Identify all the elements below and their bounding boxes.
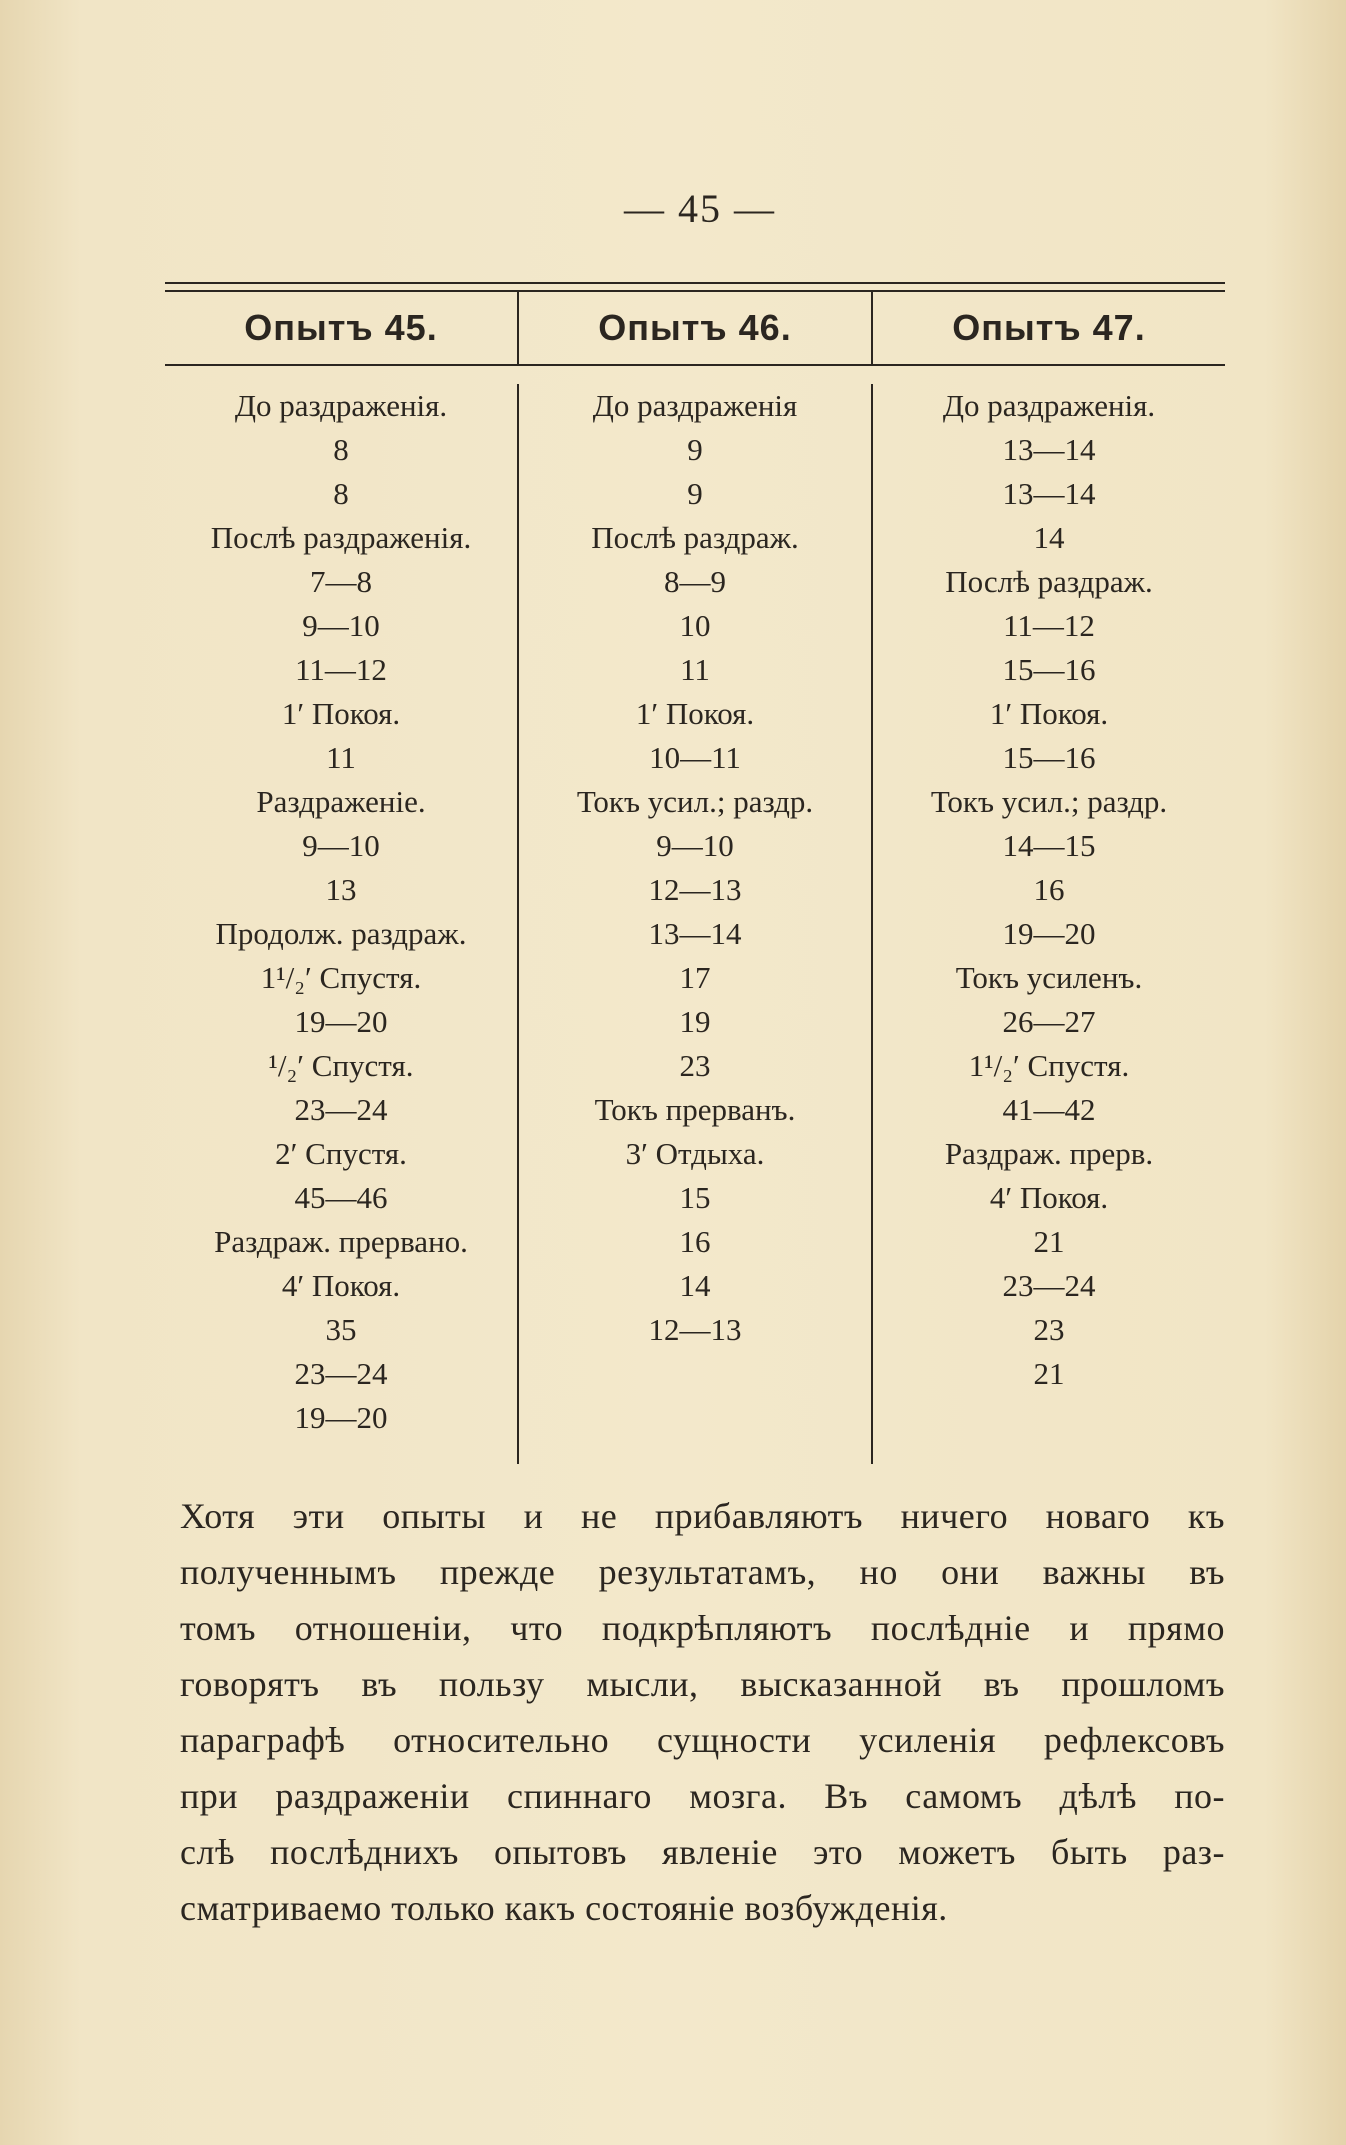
table-cell: 23 <box>1033 1312 1065 1347</box>
table-cell: 9 <box>687 476 703 511</box>
table-cell: 13—14 <box>1002 476 1096 511</box>
table-cell: 13—14 <box>648 916 742 951</box>
table-cell: 13—14 <box>1002 432 1096 467</box>
table-cell: 12—13 <box>648 1312 742 1347</box>
table-cell: 45—46 <box>294 1180 388 1215</box>
table-cell: 16 <box>679 1224 711 1259</box>
header-experiment-46: Опытъ 46. <box>517 292 871 364</box>
paragraph-line: Хотя эти опыты и не прибавляютъ ничего новаго къ <box>180 1496 1225 1536</box>
table-cell: 13 <box>325 872 357 907</box>
paragraph-line: говорятъ въ пользу мысли, высказанной въ прошломъ <box>180 1664 1225 1704</box>
table-cell: 14 <box>679 1268 711 1303</box>
table-cell: До раздраженія. <box>234 388 448 423</box>
paragraph-line: слѣ послѣднихъ опытовъ явленіе это можетъ быть раз- <box>180 1832 1225 1872</box>
table-cell: 1′ Покоя. <box>989 696 1109 731</box>
table-cell: 1¹/₂′ Спустя. <box>968 1048 1130 1083</box>
table-cell: 23—24 <box>294 1356 388 1391</box>
table-cell: Раздраж. прерв. <box>944 1136 1154 1171</box>
table-cell: Токъ усиленъ. <box>955 960 1143 995</box>
table-cell: 11 <box>326 740 356 775</box>
table-cell: Токъ усил.; раздр. <box>576 784 814 819</box>
table-cell: 1′ Покоя. <box>635 696 755 731</box>
table-cell: До раздраженія <box>592 388 798 423</box>
table-header-row <box>165 292 1225 364</box>
paragraph-line: параграфѣ относительно сущности усиленія рефлексовъ <box>180 1720 1225 1760</box>
table-cell: 26—27 <box>1002 1004 1096 1039</box>
table-cell: 15—16 <box>1002 652 1096 687</box>
table-cell: 12—13 <box>648 872 742 907</box>
table-cell: Послѣ раздраженія. <box>210 520 472 555</box>
table-cell: Послѣ раздраж. <box>591 520 799 555</box>
table-cell: 10—11 <box>649 740 741 775</box>
table-cell: 9—10 <box>656 828 734 863</box>
column-experiment-47 <box>871 384 1225 1464</box>
column-experiment-46 <box>517 384 871 1464</box>
page-number: — 45 — <box>624 186 776 231</box>
paragraph-line: томъ отношеніи, что подкрѣпляютъ послѣдніе и прямо <box>180 1608 1225 1648</box>
table-cell: 21 <box>1033 1224 1065 1259</box>
table-cell: 16 <box>1033 872 1065 907</box>
header-experiment-47: Опытъ 47. <box>871 292 1225 364</box>
table-cell: Токъ прерванъ. <box>594 1092 796 1127</box>
table-body <box>165 366 1225 1464</box>
table-cell: 4′ Покоя. <box>989 1180 1109 1215</box>
table-cell: 11—12 <box>295 652 387 687</box>
table-cell: 11—12 <box>1003 608 1095 643</box>
table-cell: 21 <box>1033 1356 1065 1391</box>
table-cell: 41—42 <box>1002 1092 1096 1127</box>
table-cell: 15 <box>679 1180 711 1215</box>
table-cell: 1¹/₂′ Спустя. <box>260 960 422 995</box>
table-cell: 19—20 <box>294 1004 388 1039</box>
table-cell: 9—10 <box>302 608 380 643</box>
table-cell: 9—10 <box>302 828 380 863</box>
table-cell: Раздраж. прервано. <box>214 1224 468 1259</box>
table-cell: 17 <box>679 960 711 995</box>
table-cell: 2′ Спустя. <box>275 1136 407 1171</box>
column-experiment-45 <box>165 384 517 1464</box>
table-cell: 19 <box>679 1004 711 1039</box>
header-experiment-45: Опытъ 45. <box>244 307 438 348</box>
table-cell: 8—9 <box>664 564 726 599</box>
table-cell: 8 <box>333 432 349 467</box>
table-cell: 7—8 <box>310 564 372 599</box>
table-cell: 23—24 <box>294 1092 388 1127</box>
table-cell: 14 <box>1033 520 1065 555</box>
table-cell: 23—24 <box>1002 1268 1096 1303</box>
table-cell: 9 <box>687 432 703 467</box>
table-cell: 4′ Покоя. <box>281 1268 401 1303</box>
table-cell: 1′ Покоя. <box>281 696 401 731</box>
table-cell: 19—20 <box>1002 916 1096 951</box>
table-cell: 10 <box>679 608 711 643</box>
table-cell: 19—20 <box>294 1400 388 1435</box>
table-cell: 14—15 <box>1002 828 1096 863</box>
table-cell: 15—16 <box>1002 740 1096 775</box>
table-cell: До раздраженія. <box>942 388 1156 423</box>
paragraph-line: при раздраженіи спиннаго мозга. Въ самомъ дѣлѣ по- <box>180 1776 1225 1816</box>
table-cell: 23 <box>679 1048 711 1083</box>
table-cell: Послѣ раздраж. <box>945 564 1153 599</box>
experiments-table <box>165 282 1225 1464</box>
table-cell: 8 <box>333 476 349 511</box>
paragraph-line: сматриваемо только какъ состояніе возбужденія. <box>180 1888 948 1928</box>
table-cell: 3′ Отдыха. <box>625 1136 765 1171</box>
table-cell: Продолж. раздраж. <box>215 916 467 951</box>
body-paragraph <box>180 1488 1225 1936</box>
table-cell: 35 <box>325 1312 357 1347</box>
table-cell: ¹/₂′ Спустя. <box>268 1048 414 1083</box>
table-top-rule <box>165 282 1225 284</box>
table-cell: Токъ усил.; раздр. <box>930 784 1168 819</box>
table-cell: 11 <box>680 652 710 687</box>
table-cell: Раздраженіе. <box>256 784 426 819</box>
paragraph-line: полученнымъ прежде результатамъ, но они важны въ <box>180 1552 1225 1592</box>
